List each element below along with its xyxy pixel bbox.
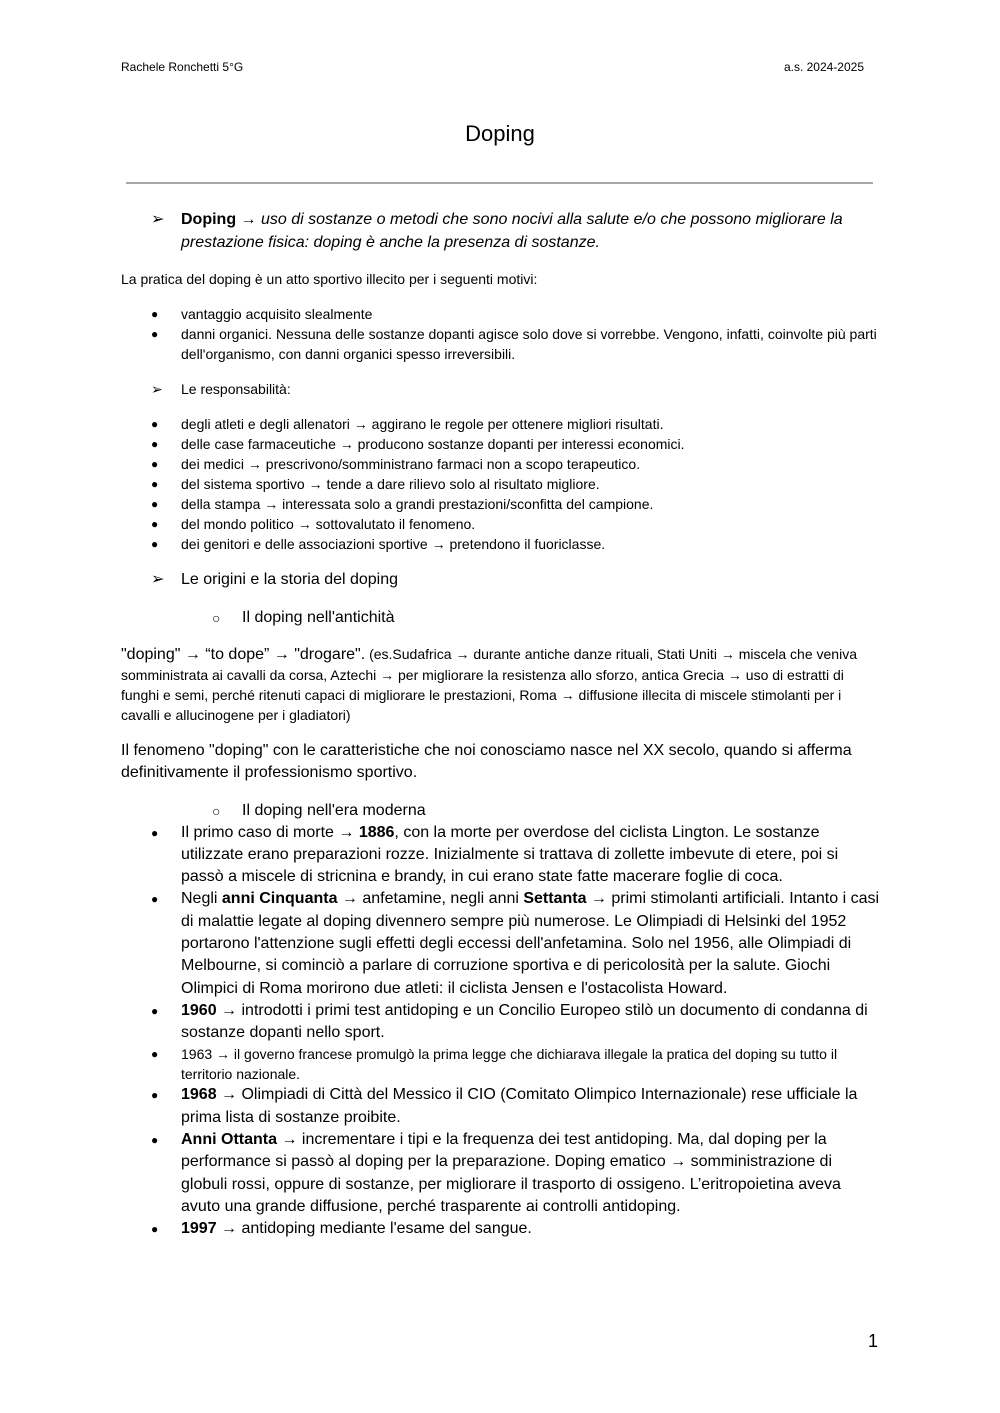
ancient-heading: ○ Il doping nell'antichità — [121, 607, 881, 629]
etymology-paragraph: "doping" → “to dope” → "drogare". (es.Sudafrica → durante antiche danze rituali, Stati Uniti → miscela che veniva somministrata ai cavalli da corsa, Aztechi → per migliorare la resistenza allo sforzo, antica Grecia → uso di estratti di funghi e semi, perché ritenuti capaci di migliorare le prestazioni, Roma → diffusione illecita di miscele stimolanti per i cavalli e allucinogene per i gladiatori) — [121, 645, 857, 723]
list-item: ● Negli anni Cinquanta → anfetamine, negli anni Settanta → primi stimolanti artificiali. Intanto i casi di malattie legate al doping divennero sempre più numerose. Le Olimpiadi di Helsinki del 1952 portarono l'attenzione sugli effetti degli eccessi dell'anfetamina. Solo nel 1956, alle Olimpiadi di Melbourne, si cominciò a parlare di corruzione sportiva e di pericolosità per la salute. Giochi Olimpici di Roma morirono due atleti: il ciclista Jensen e l'ostacolista Howard. — [151, 890, 880, 997]
bullet-icon: ● — [151, 497, 159, 511]
list-item: ● Anni Ottanta → incrementare i tipi e la frequenza dei test antidoping. Ma, dal doping per la performance si passò al doping per la preparazione. Doping ematico → somministrazione di globuli rossi, oppure di sostanze, per migliorare il trasporto di ossigeno. L’eritropoietina aveva avuto una grande diffusione, perché trasparente ai controlli antidoping. — [151, 1131, 841, 1215]
arrow-marker-icon: ➢ — [151, 381, 163, 397]
list-item: ● 1968 → Olimpiadi di Città del Messico il CIO (Comitato Olimpico Internazionale) rese ufficiale la prima lista di sostanze proibite. — [151, 1086, 858, 1126]
list-item: ● danni organici. Nessuna delle sostanze dopanti agisce solo dove si vorrebbe. Vengono, infatti, coinvolte più parti dell'organismo, con danni organici spesso irreversibili. — [151, 326, 877, 362]
bullet-icon: ● — [151, 307, 159, 321]
definition-arrow: → — [236, 211, 261, 228]
bullet-icon: ● — [151, 437, 159, 451]
page-number: 1 — [867, 1331, 878, 1351]
list-item: ● del mondo politico → sottovalutato il fenomeno. — [151, 516, 476, 532]
responsibilities-list — [121, 414, 881, 554]
intro-paragraph: La pratica del doping è un atto sportivo illecito per i seguenti motivi: — [121, 271, 538, 287]
origins-heading: ➢ Le origini e la storia del doping — [121, 569, 881, 592]
definition-text: uso di sostanze o metodi che sono nocivi alla salute e/o che possono migliorare la prestazione fisica: doping è anche la presenza di sostanze. — [181, 211, 843, 251]
list-item: ● Il primo caso di morte → 1886, con la morte per overdose del ciclista Lington. Le sostanze utilizzate erano preparazioni rozze. Inizialmente si trattava di zollette imbevute di etere, poi si passò a miscele di stricnina e brandy, in cui erano state fatte macerare foglie di coca. — [151, 823, 839, 886]
bullet-icon: ● — [151, 1133, 159, 1148]
phenomenon-paragraph: Il fenomeno "doping" con le caratteristiche che noi conosciamo nasce nel XX secolo, quando si afferma definitivamente il professionismo sportivo. — [121, 741, 852, 781]
list-item: ● dei genitori e delle associazioni sportive → pretendono il fuoriclasse. — [151, 536, 606, 552]
header-school-year: a.s. 2024-2025 — [783, 60, 864, 74]
bullet-icon: ● — [151, 417, 159, 431]
document-body — [121, 209, 881, 1256]
arrow-marker-icon: ➢ — [151, 211, 165, 228]
list-item: ● 1963 → il governo francese promulgò la prima legge che dichiarava illegale la pratica del doping su tutto il territorio nazionale. — [151, 1046, 838, 1083]
header-author: Rachele Ronchetti 5°G — [121, 60, 244, 74]
bullet-icon: ● — [151, 457, 159, 471]
definition-item — [121, 209, 881, 254]
bullet-icon: ● — [151, 537, 159, 551]
modern-history-list — [121, 822, 881, 1241]
responsibilities-heading: ➢ Le responsabilità: — [151, 381, 291, 397]
circle-bullet-icon: ○ — [212, 802, 221, 819]
list-item: ● degli atleti e degli allenatori → aggirano le regole per ottenere migliori risultati. — [151, 416, 664, 432]
bullet-icon: ● — [151, 1003, 159, 1018]
list-item: ● del sistema sportivo → tende a dare rilievo solo al risultato migliore. — [151, 476, 600, 492]
bullet-icon: ● — [151, 517, 159, 531]
bullet-icon: ● — [151, 1047, 159, 1062]
reasons-list — [121, 304, 881, 364]
list-item: ● dei medici → prescrivono/somministrano farmaci non a scopo terapeutico. — [151, 456, 641, 472]
bullet-icon: ● — [151, 1222, 159, 1237]
bullet-icon: ● — [151, 327, 159, 341]
list-item: ● 1997 → antidoping mediante l'esame del sangue. — [121, 1218, 881, 1240]
modern-heading: ○ Il doping nell'era moderna — [121, 800, 881, 822]
bullet-icon: ● — [151, 892, 159, 907]
bullet-icon: ● — [151, 1088, 159, 1103]
list-item: ● vantaggio acquisito slealmente — [151, 306, 373, 322]
list-item: ● delle case farmaceutiche → producono sostanze dopanti per interessi economici. — [151, 436, 685, 452]
circle-bullet-icon: ○ — [212, 609, 221, 626]
bullet-icon: ● — [151, 477, 159, 491]
arrow-marker-icon: ➢ — [151, 571, 165, 588]
list-item: ● 1960 → introdotti i primi test antidoping e un Concilio Europeo stilò un documento di condanna di sostanze dopanti nello sport. — [151, 1001, 868, 1042]
bullet-icon: ● — [151, 825, 159, 840]
title-divider — [126, 182, 873, 184]
definition-term: Doping — [181, 211, 237, 228]
page-title: Doping — [465, 121, 535, 146]
list-item: ● della stampa → interessata solo a grandi prestazioni/sconfitta del campione. — [151, 496, 654, 512]
